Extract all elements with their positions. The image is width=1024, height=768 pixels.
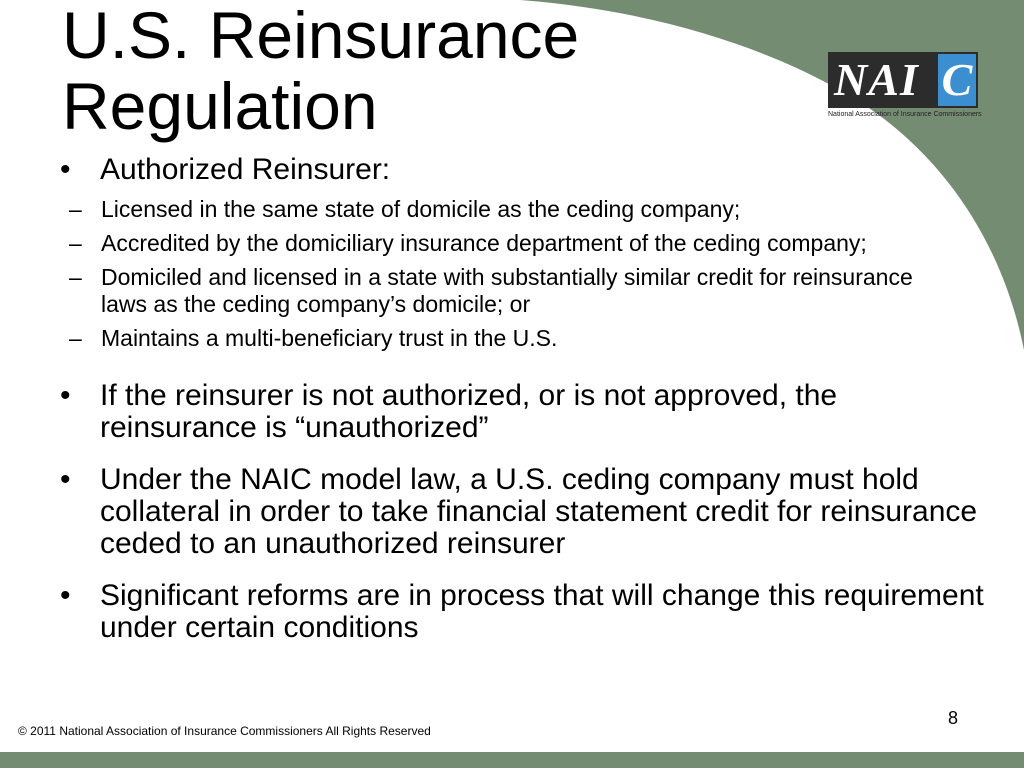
sub-bullet-3	[12, 264, 961, 318]
dash-glyph: –	[69, 264, 82, 290]
dash-glyph: –	[69, 196, 82, 222]
logo-tagline: National Association of Insurance Commissioners	[828, 111, 982, 118]
dash-glyph: –	[69, 325, 82, 351]
copyright-footer: © 2011 National Association of Insurance Commissioners All Rights Reserved	[18, 724, 431, 738]
bullet-text: Significant reforms are in process that will change this requirement under certain conditions	[100, 579, 984, 644]
bullet-glyph: •	[60, 579, 71, 612]
sub-bullet-4	[12, 325, 961, 352]
bullet-1	[56, 154, 991, 186]
bullet-text: If the reinsurer is not authorized, or is not approved, the reinsurance is “unauthorized”	[100, 379, 838, 444]
naic-logo	[828, 52, 982, 120]
title-line-1: U.S. Reinsurance	[62, 0, 580, 72]
dash-glyph: –	[69, 230, 82, 256]
page-number: 8	[948, 708, 959, 728]
logo-accent-letter: C	[938, 54, 976, 106]
sub-bullet-text: Domiciled and licensed in a state with substantially similar credit for reinsurance laws as the ceding company’s domicile; or	[101, 264, 913, 317]
slide-content	[56, 154, 991, 644]
bullet-text: Authorized Reinsurer:	[100, 153, 391, 186]
sub-bullet-text: Licensed in the same state of domicile as the ceding company;	[101, 196, 741, 222]
slide-title	[62, 0, 702, 142]
bullet-3	[56, 464, 991, 560]
sub-bullet-list	[56, 196, 991, 352]
sub-bullet-2	[12, 230, 961, 257]
bullet-glyph: •	[60, 463, 71, 496]
bullet-text: Under the NAIC model law, a U.S. ceding company must hold collateral in order to take financial statement credit for reinsurance ceded to an unauthorized reinsurer	[100, 463, 978, 560]
bullet-glyph: •	[60, 153, 71, 186]
bullet-glyph: •	[60, 379, 71, 412]
logo-block	[828, 52, 978, 108]
logo-letters: NAI	[834, 54, 919, 105]
bottom-bar	[0, 752, 1024, 768]
sub-bullet-text: Maintains a multi-beneficiary trust in the U.S.	[101, 325, 558, 351]
title-line-2: Regulation	[62, 69, 378, 143]
bullet-4	[56, 580, 991, 644]
bullet-2	[56, 380, 991, 444]
sub-bullet-text: Accredited by the domiciliary insurance department of the ceding company;	[101, 230, 867, 256]
sub-bullet-1	[12, 196, 961, 223]
